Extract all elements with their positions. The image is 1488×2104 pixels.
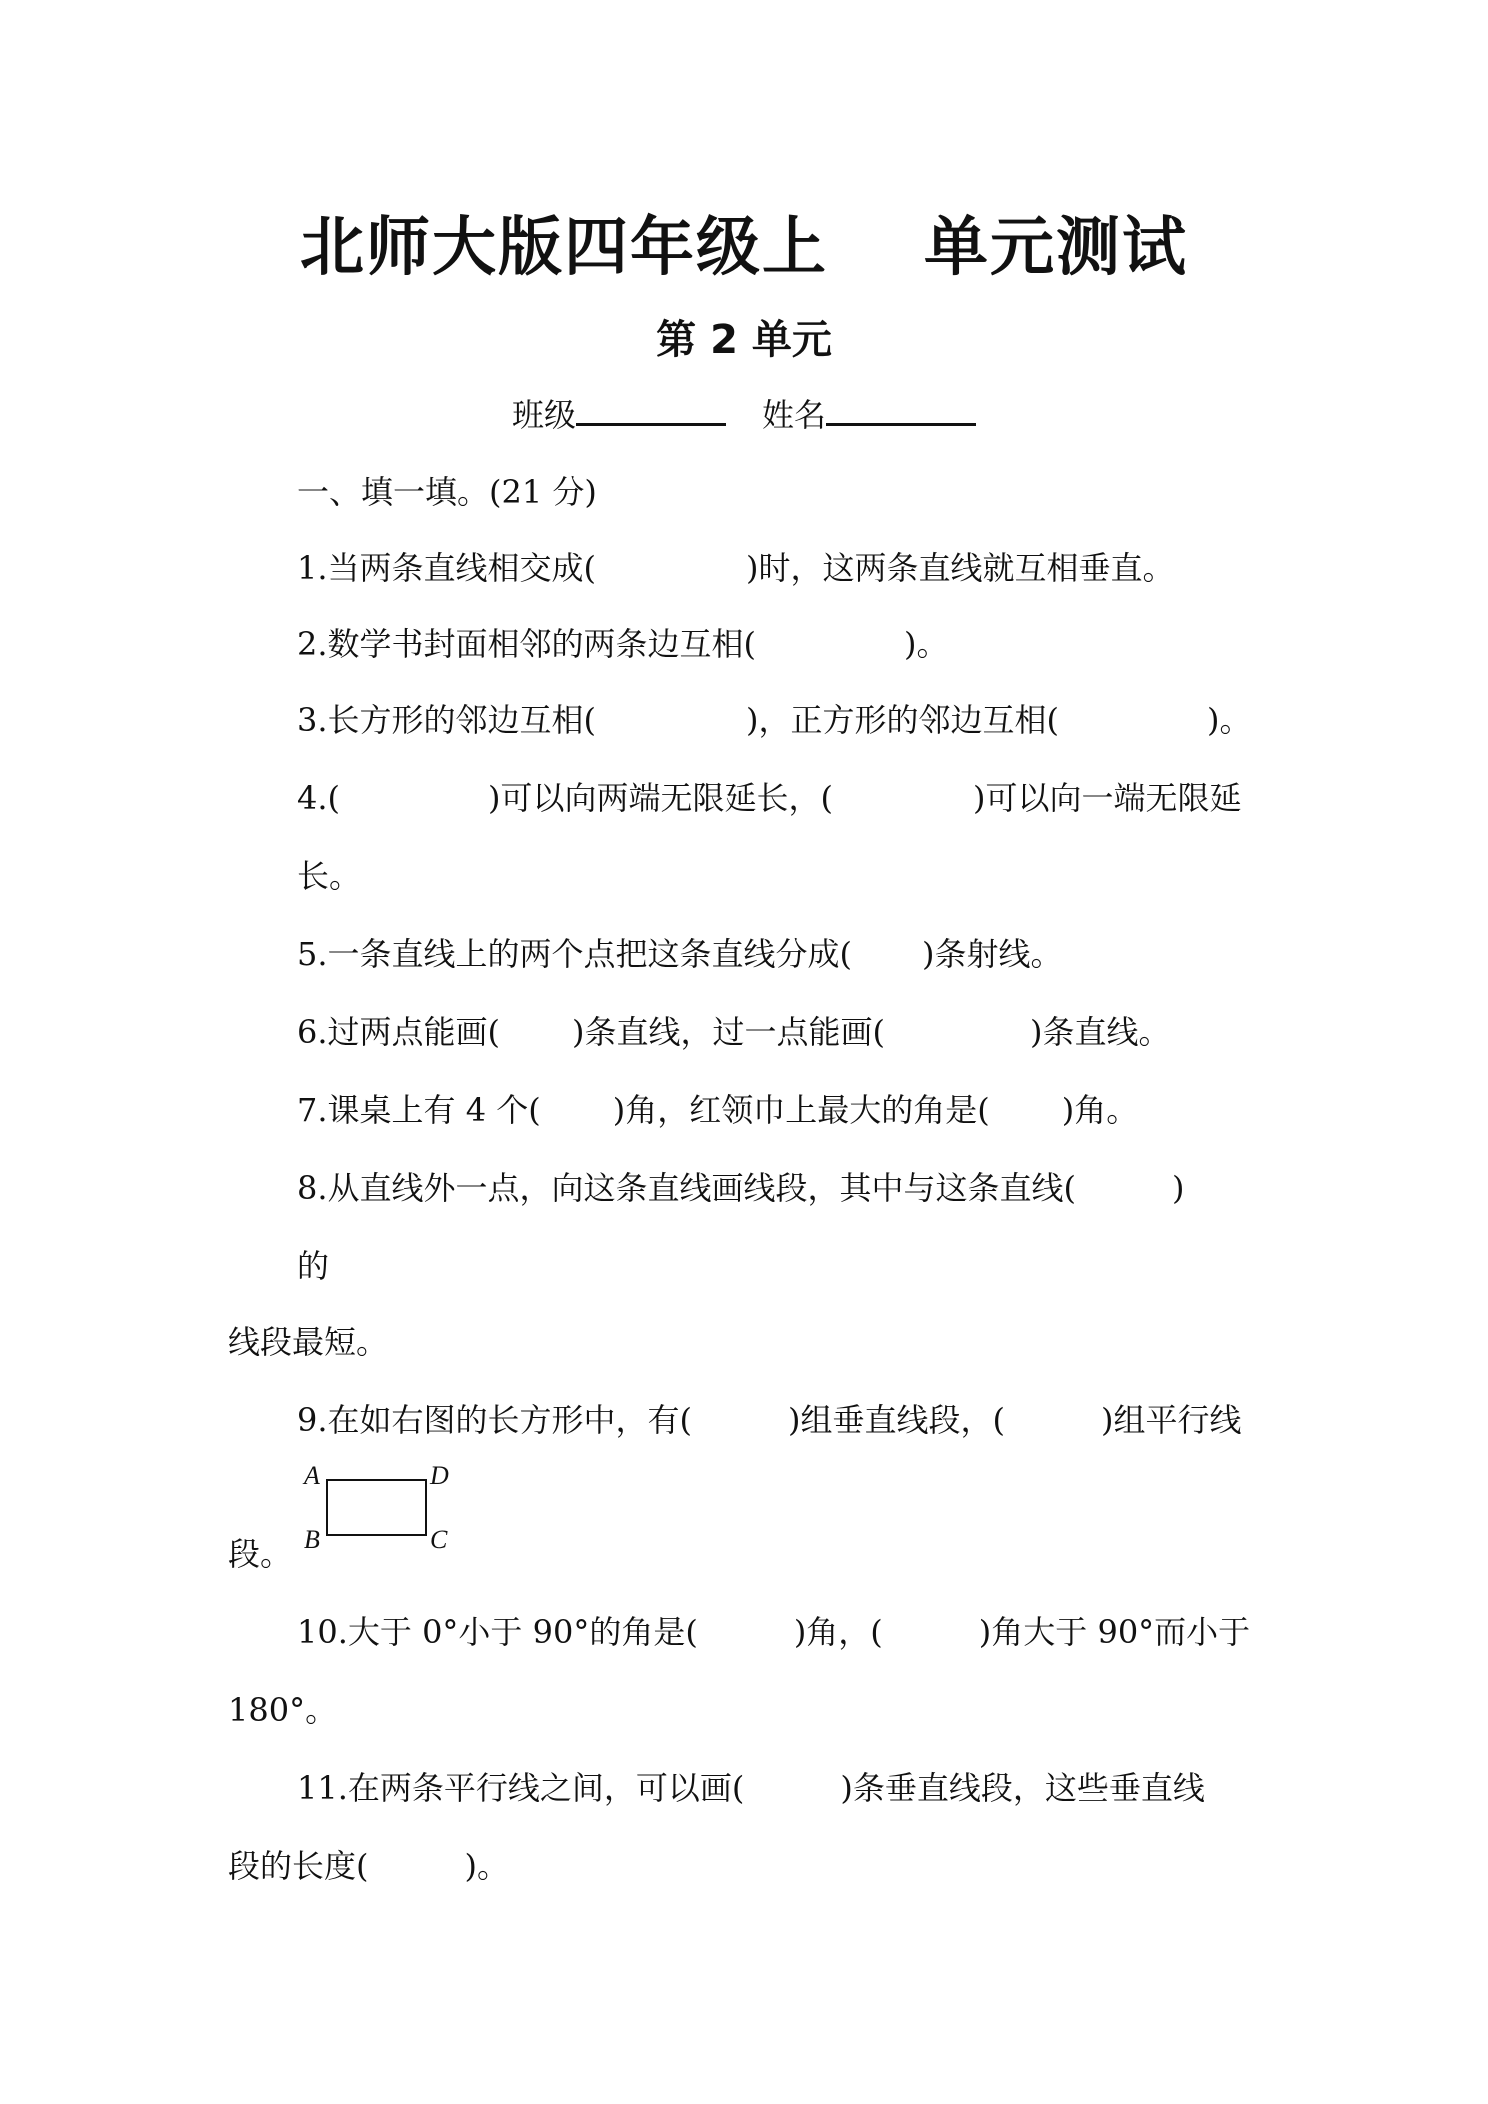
question-2: 2.数学书封面相邻的两条边互相( )。: [297, 625, 949, 663]
rectangle-abcd-figure: [300, 1460, 460, 1560]
question-6: 6.过两点能画( )条直线，过一点能画( )条直线。: [297, 1013, 1171, 1051]
student-info: [0, 390, 1488, 436]
question-10-end: 180°。: [228, 1691, 338, 1729]
question-11-end: 段的长度( )。: [228, 1847, 509, 1885]
question-4: 4.( )可以向两端无限延长，( )可以向一端无限延: [297, 779, 1242, 817]
question-7: 7.课桌上有 4 个( )角，红领巾上最大的角是( )角。: [297, 1091, 1139, 1129]
name-blank[interactable]: [826, 393, 976, 426]
title-part-2: 单元测试: [924, 211, 1188, 285]
question-9-end: 段。: [228, 1535, 293, 1573]
question-3: 3.长方形的邻边互相( )，正方形的邻边互相( )。: [297, 701, 1252, 739]
question-9: 9.在如右图的长方形中，有( )组垂直线段，( )组平行线: [297, 1401, 1242, 1439]
question-4-continued: 长。: [297, 857, 362, 895]
question-8: 8.从直线外一点，向这条直线画线段，其中与这条直线( ): [297, 1169, 1185, 1207]
class-label: 班级: [511, 396, 576, 434]
class-blank[interactable]: [576, 393, 726, 426]
question-1: 1.当两条直线相交成( )时，这两条直线就互相垂直。: [297, 549, 1175, 587]
rectangle-shape: [327, 1480, 426, 1535]
vertex-label-a: A: [304, 1461, 320, 1490]
section-heading: 一、填一填。(21 分): [297, 473, 597, 511]
question-8-continued: 的: [297, 1247, 330, 1285]
vertex-label-b: B: [304, 1525, 320, 1554]
question-8-end: 线段最短。: [228, 1323, 389, 1361]
question-11: 11.在两条平行线之间，可以画( )条垂直线段，这些垂直线: [297, 1769, 1205, 1807]
vertex-label-d: D: [430, 1461, 449, 1490]
question-10: 10.大于 0°小于 90°的角是( )角，( )角大于 90°而小于: [297, 1613, 1251, 1651]
unit-subtitle: 第 2 单元: [656, 317, 832, 363]
name-label: 姓名: [762, 396, 827, 434]
vertex-label-c: C: [430, 1525, 448, 1554]
question-5: 5.一条直线上的两个点把这条直线分成( )条射线。: [297, 935, 1063, 973]
title-part-1: 北师大版四年级上: [300, 211, 828, 285]
page-title: [0, 196, 1488, 288]
